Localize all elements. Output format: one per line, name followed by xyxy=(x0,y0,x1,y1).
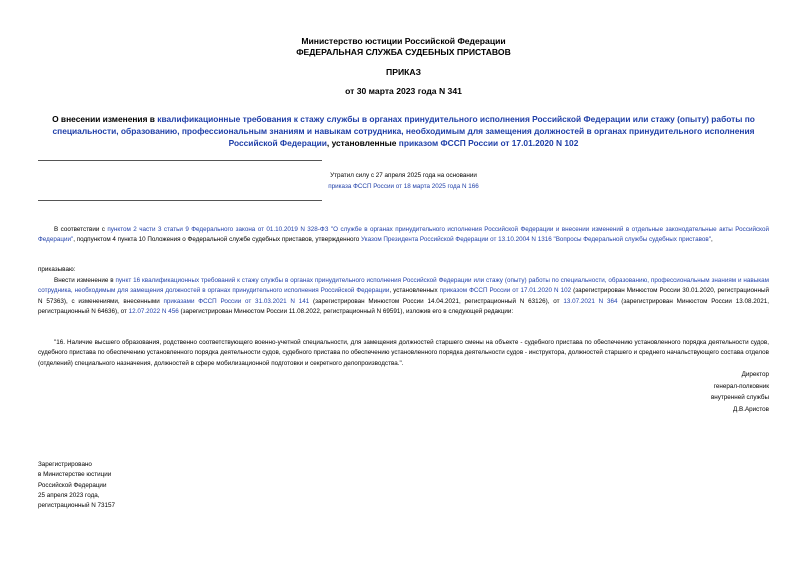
divider-top xyxy=(38,160,322,161)
order-102-link[interactable]: приказом ФССП России от 17.01.2020 N 102 xyxy=(439,287,572,295)
document-type: ПРИКАЗ xyxy=(386,67,421,77)
basis-text-3: , xyxy=(710,236,713,244)
title-order-link[interactable]: приказом ФССП России от 17.01.2020 N 102 xyxy=(398,138,579,148)
service-name: ФЕДЕРАЛЬНАЯ СЛУЖБА СУДЕБНЫХ ПРИСТАВОВ xyxy=(296,47,511,57)
paragraph-basis xyxy=(38,225,769,246)
ministry-name: Министерство юстиции Российской Федерации xyxy=(301,36,506,46)
registration-line-5: регистрационный N 73157 xyxy=(38,502,116,510)
registration-line-2: в Министерстве юстиции xyxy=(38,471,112,479)
orders-label: приказываю: xyxy=(38,266,76,273)
basis-text-1: В соответствии с xyxy=(54,226,108,233)
repeal-note-link-line xyxy=(0,182,807,192)
document-title xyxy=(30,113,777,149)
registration-line-1: Зарегистрировано xyxy=(38,461,92,468)
signature-rank: генерал-полковник xyxy=(713,382,769,390)
paragraph-amendment xyxy=(38,276,769,318)
repeal-note: Утратил силу с 27 апреля 2025 года на основании xyxy=(330,172,477,179)
amend-text-2: , установленных xyxy=(389,287,440,295)
presidential-decree-link[interactable]: Указом Президента Российской Федерации от 13.10.2004 N 1316 "Вопросы Федеральной службы судебных приставов" xyxy=(360,236,711,244)
signature-block xyxy=(711,369,769,415)
signature-position: Директор xyxy=(741,371,769,378)
document-date-number: от 30 марта 2023 года N 341 xyxy=(345,86,462,96)
registration-line-3: Российской Федерации xyxy=(38,481,107,489)
amend-text-1: Внести изменение в xyxy=(54,277,116,284)
title-mid: , установленные xyxy=(326,138,399,148)
registration-line-4: 25 апреля 2023 года, xyxy=(38,491,100,499)
title-requirements-link[interactable]: квалификационные требования к стажу службы в органах принудительного исполнения Российской Федерации или стажу (опыту) работы по специальности, образованию, профессиональным знаниям и навыкам сотрудника, необходимым для замещения должностей в органах принудительного исполнения Российской Федерации xyxy=(52,114,755,148)
amend-text-6: (зарегистрирован Минюстом России 11.08.2022, регистрационный N 69591), изложив его в следующей редакции: xyxy=(178,308,514,316)
paragraph-new-wording: "16. Наличие высшего образования, родственно соответствующего военно-учетной специальности, для замещения должностей старшего смены на объекте - судебного пристава по обеспечению установленного порядка деятельности судов, судебного пристава по обеспечению установленного порядка деятельности судов, судебного пристава по обеспечению установленного порядка деятельности судов - инструктора, должностей старшего и среднего начальствующего состава отделов (отделений) специального назначения, должностей в сфере мобилизационной подготовки и секретного делопроизводства.". xyxy=(38,339,769,367)
order-456-link[interactable]: 12.07.2022 N 456 xyxy=(128,308,179,316)
registration-block xyxy=(38,460,115,511)
amend-text-3: (зарегистрирован Минюстом России 30.01.2020, регистрационный N 57363), с изменениями, внесенными xyxy=(38,287,769,305)
amend-text-5: (зарегистрирован Минюстом России 13.08.2021, регистрационный N 64636), от xyxy=(38,297,770,316)
amend-text-4: (зарегистрирован Минюстом России 14.04.2021, регистрационный N 63126), от xyxy=(309,297,564,305)
federal-law-link[interactable]: пунктом 2 части 3 статьи 9 Федерального закона от 01.10.2019 N 328-ФЗ "О службе в органах принудительного исполнения Российской Федерации и внесении изменений в отдельные законодательные акты Российской Федерации" xyxy=(38,226,770,244)
order-364-link[interactable]: 13.07.2021 N 364 xyxy=(563,297,618,305)
basis-text-2: , подпунктом 4 пункта 10 Положения о Федеральной службе судебных приставов, утвержденного xyxy=(73,236,361,244)
title-prefix: О внесении изменения в xyxy=(52,114,158,124)
signature-service: внутренней службы xyxy=(710,394,769,401)
divider-bottom xyxy=(38,200,322,201)
repeal-order-link[interactable]: приказа ФССП России от 18 марта 2025 года N 166 xyxy=(328,183,479,190)
signature-name: Д.В.Аристов xyxy=(733,405,769,413)
clause-16-link[interactable]: пункт 16 квалификационных требований к стажу службы в органах принудительного исполнения Российской Федерации или стажу (опыту) работы по специальности, образованию, профессиональным знаниям и навыкам сотрудника, необходимым для замещения должностей в органах принудительного исполнения Российской Федерации xyxy=(38,277,769,295)
order-141-link[interactable]: приказами ФССП России от 31.03.2021 N 141 xyxy=(163,297,310,305)
